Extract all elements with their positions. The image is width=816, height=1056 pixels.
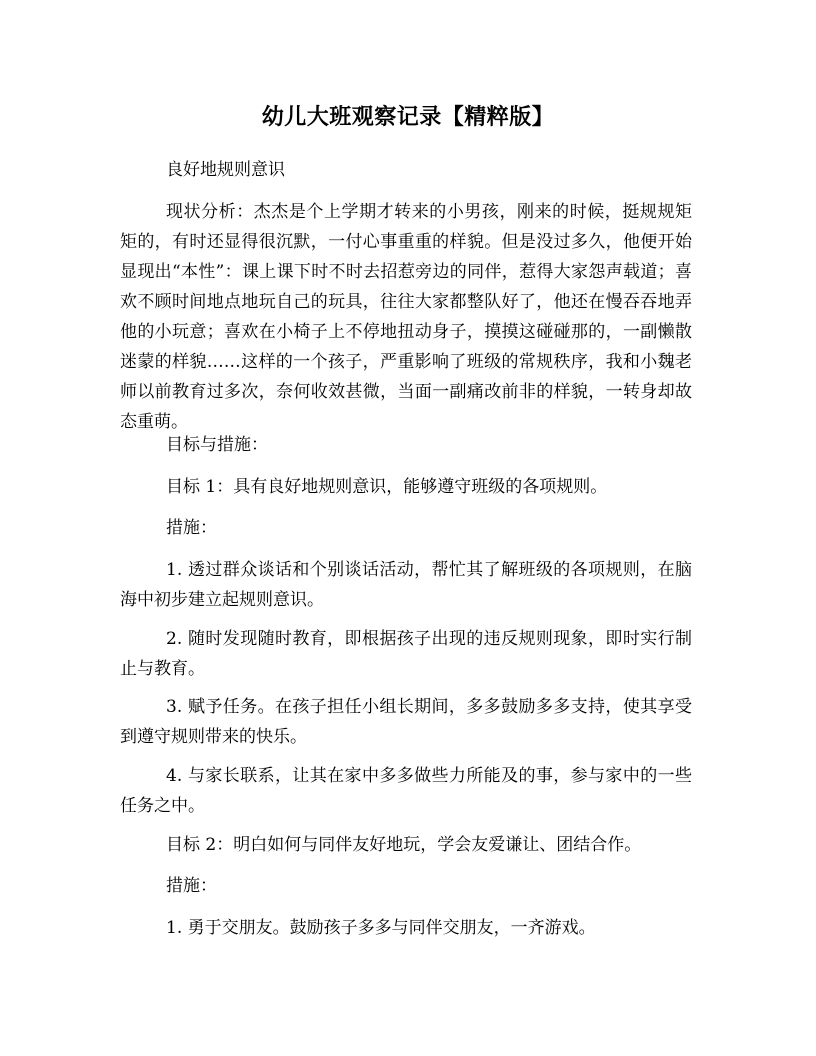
measures-2-label: 措施：	[166, 876, 217, 896]
goal-2: 目标 2：明白如何与同伴友好地玩，学会友爱谦让、团结合作。	[166, 835, 642, 855]
analysis-paragraph: 现状分析：杰杰是个上学期才转来的小男孩，刚来的时候，挺规规矩矩的，有时还显得很沉默，一付心事重重的样貌。但是没过多久，他便开始显现出“本性”：课上课下时不时去招惹旁边的同伴，惹得大家怨声载道；喜欢不顾时间地点地玩自己的玩具，往往大家都整队好了，他还在慢吞吞地弄他的小玩意；喜欢在小椅子上不停地扭动身子，摸摸这碰碰那的，一副懒散迷蒙的样貌……这样的一个孩子，严重影响了班级的常规秩序，我和小魏老师以前教育过多次，奈何收效甚微，当面一副痛改前非的样貌，一转身却故态重萌。	[120, 202, 692, 432]
measure-2-1: 1. 勇于交朋友。鼓励孩子多多与同伴交朋友，一齐游戏。	[166, 918, 596, 938]
goal-1: 目标 1：具有良好地规则意识，能够遵守班级的各项规则。	[166, 477, 608, 497]
measures-1-label: 措施：	[166, 518, 217, 538]
section-subtitle: 良好地规则意识	[166, 160, 285, 180]
measure-1-3: 3. 赋予任务。在孩子担任小组长期间，多多鼓励多多支持，使其享受到遵守规则带来的快乐。	[120, 697, 692, 747]
measure-1-4: 4. 与家长联系，让其在家中多多做些力所能及的事，参与家中的一些任务之中。	[120, 766, 692, 816]
measure-1-1: 1. 透过群众谈话和个别谈话活动，帮忙其了解班级的各项规则，在脑海中初步建立起规则意识。	[120, 560, 692, 610]
document-title: 幼儿大班观察记录【精粹版】	[261, 105, 555, 130]
goals-heading: 目标与措施：	[166, 435, 268, 455]
measure-1-2: 2. 随时发现随时教育，即根据孩子出现的违反规则现象，即时实行制止与教育。	[120, 629, 692, 679]
